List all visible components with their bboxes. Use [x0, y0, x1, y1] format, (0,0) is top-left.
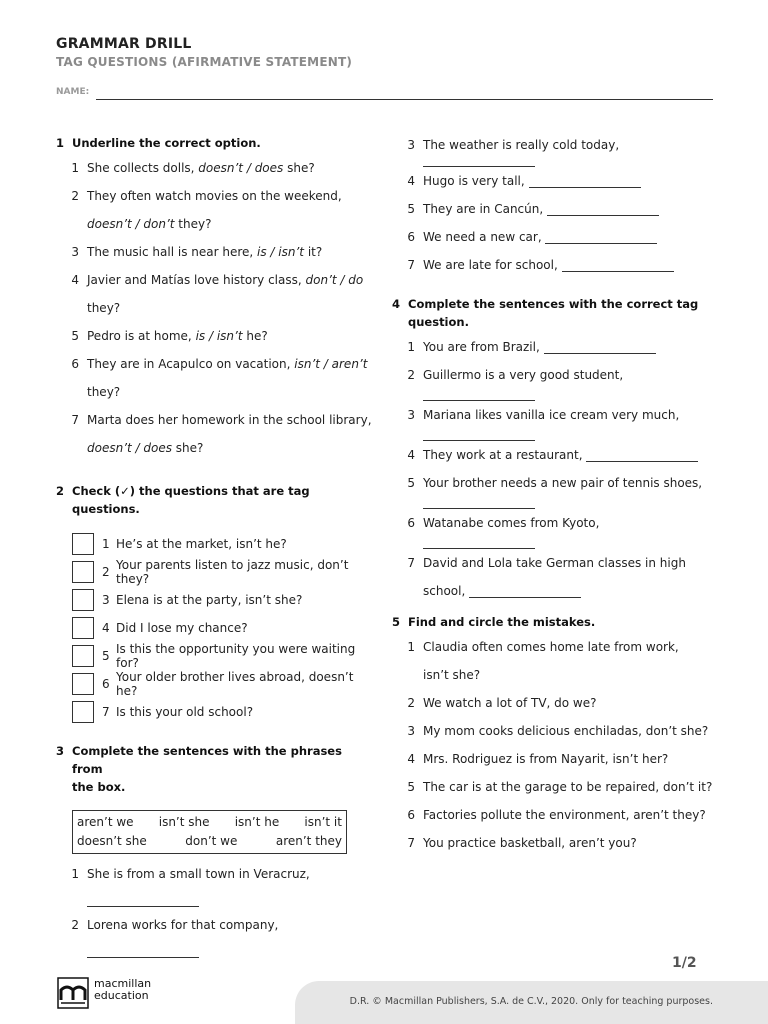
- section-5-item: 3 My mom cooks delicious enchiladas, don’t she?: [407, 724, 709, 738]
- section-4-item: 5 Your brother needs a new pair of tennis shoes,: [407, 476, 703, 490]
- phrase-row: doesn’t she don’t we aren’t they: [77, 834, 342, 848]
- check-item: 4 Did I lose my chance?: [56, 614, 376, 642]
- section-1-item: 1 She collects dolls, doesn’t / does she?: [71, 161, 315, 175]
- section-5-item: 1 Claudia often comes home late from work,: [407, 640, 679, 654]
- check-item: 7 Is this your old school?: [56, 698, 376, 726]
- section-3-items-left: [56, 860, 376, 958]
- checkbox[interactable]: [72, 561, 94, 583]
- section-4-item: 3 Mariana likes vanilla ice cream very much,: [407, 408, 680, 422]
- section-4-item: 7 David and Lola take German classes in high: [407, 556, 686, 570]
- section-3-item: 6 We need a new car,: [392, 223, 722, 251]
- section-3-item: 5 They are in Cancún,: [392, 195, 722, 223]
- checkbox[interactable]: [72, 673, 94, 695]
- section-3-item: 3 The weather is really cold today,: [407, 138, 620, 152]
- section-3-items-right: [392, 131, 722, 279]
- answer-blank[interactable]: [423, 497, 535, 509]
- section-1-item: 3 The music hall is near here, is / isn’t it?: [71, 245, 323, 259]
- section-1-item: 2 They often watch movies on the weekend,: [71, 189, 342, 203]
- answer-blank[interactable]: [423, 389, 535, 401]
- option-choice[interactable]: doesn’t / don’t: [87, 217, 175, 231]
- checkbox[interactable]: [72, 533, 94, 555]
- copyright-text: D.R. © Macmillan Publishers, S.A. de C.V., 2020. Only for teaching purposes.: [349, 996, 713, 1007]
- section-3-item: 4 Hugo is very tall,: [392, 167, 722, 195]
- check-item: 2 Your parents listen to jazz music, don’t they?: [56, 558, 376, 586]
- section-4-item: 6 Watanabe comes from Kyoto,: [407, 516, 600, 530]
- section-4-item: 1 You are from Brazil,: [392, 333, 722, 361]
- option-choice[interactable]: isn’t / aren’t: [294, 357, 368, 371]
- section-4-item: 4 They work at a restaurant,: [392, 441, 722, 469]
- name-input-line[interactable]: [96, 99, 713, 100]
- answer-blank[interactable]: [547, 202, 659, 216]
- worksheet-subtitle: TAG QUESTIONS (AFIRMATIVE STATEMENT): [56, 55, 353, 69]
- check-item: 5 Is this the opportunity you were waiting for?: [56, 642, 376, 670]
- section-1-item: 6 They are in Acapulco on vacation, isn’t / aren’t: [71, 357, 368, 371]
- section-3-item-blank: [56, 939, 376, 958]
- checkbox[interactable]: [72, 617, 94, 639]
- section-4-item-cont: school,: [392, 577, 722, 605]
- section-1-item: 7 Marta does her homework in the school library,: [71, 413, 372, 427]
- section-5-item: 6 Factories pollute the environment, aren’t they?: [407, 808, 706, 822]
- section-4-item-blank: [392, 497, 722, 509]
- answer-blank[interactable]: [544, 340, 656, 354]
- section-4-item-blank: [392, 537, 722, 549]
- answer-blank[interactable]: [423, 537, 535, 549]
- worksheet-title: GRAMMAR DRILL: [56, 36, 192, 52]
- section-1-item: they?: [87, 301, 121, 315]
- check-item: 1 He’s at the market, isn’t he?: [56, 530, 376, 558]
- check-item: 6 Your older brother lives abroad, doesn’t he?: [56, 670, 376, 698]
- answer-blank[interactable]: [423, 429, 535, 441]
- section-1-item: doesn’t / don’t they?: [87, 217, 212, 231]
- section-5-item: 2 We watch a lot of TV, do we?: [407, 696, 597, 710]
- section-1-item: 4 Javier and Matías love history class, don’t / do: [71, 273, 364, 287]
- option-choice[interactable]: is / isn’t: [257, 245, 304, 259]
- option-choice[interactable]: doesn’t / does: [87, 441, 172, 455]
- section-3-item: 1 She is from a small town in Veracruz,: [71, 867, 310, 881]
- section-4-item-blank: [392, 389, 722, 401]
- checkbox[interactable]: [72, 645, 94, 667]
- logo-text: macmillan education: [94, 977, 152, 1002]
- answer-blank[interactable]: [87, 888, 199, 907]
- option-choice[interactable]: don’t / do: [305, 273, 364, 287]
- macmillan-logo: [56, 974, 158, 1012]
- left-column: [56, 134, 376, 958]
- answer-blank[interactable]: [545, 230, 657, 244]
- answer-blank[interactable]: [469, 584, 581, 598]
- worksheet-header: [56, 36, 712, 69]
- section-3-item: 7 We are late for school,: [392, 251, 722, 279]
- right-column: [392, 134, 722, 857]
- option-choice[interactable]: is / isn’t: [195, 329, 243, 343]
- phrase-row: aren’t we isn’t she isn’t he isn’t it: [77, 815, 342, 829]
- checkbox[interactable]: [72, 701, 94, 723]
- section-5-item: 5 The car is at the garage to be repaired, don’t it?: [407, 780, 713, 794]
- checkbox[interactable]: [72, 589, 94, 611]
- section-1-items: [56, 154, 376, 462]
- section-5-items: [392, 633, 722, 857]
- section-5-title: 5 Find and circle the mistakes.: [392, 615, 596, 629]
- phrase-box: [72, 810, 347, 854]
- section-3-item-blank: [56, 888, 376, 907]
- page-number: 1/2: [672, 955, 697, 971]
- macmillan-m-logo-icon: [56, 976, 90, 1010]
- section-1-title: 1 Underline the correct option.: [56, 136, 261, 150]
- answer-blank[interactable]: [586, 448, 698, 462]
- answer-blank[interactable]: [87, 939, 199, 958]
- section-1-item: doesn’t / does she?: [87, 441, 204, 455]
- section-1-item: 5 Pedro is at home, is / isn’t he?: [71, 329, 268, 343]
- section-4-items: [392, 333, 722, 605]
- section-1-item: they?: [87, 385, 121, 399]
- section-4-title: 4 Complete the sentences with the correct tag question.: [392, 297, 699, 329]
- section-4-item-blank: [392, 429, 722, 441]
- section-5-item: 4 Mrs. Rodriguez is from Nayarit, isn’t her?: [407, 752, 669, 766]
- answer-blank[interactable]: [529, 174, 641, 188]
- check-item: 3 Elena is at the party, isn’t she?: [56, 586, 376, 614]
- answer-blank[interactable]: [562, 258, 674, 272]
- section-2-items: [56, 530, 376, 726]
- name-label: NAME:: [56, 87, 90, 97]
- section-2-title: 2 Check (✓) the questions that are tag questions.: [56, 484, 310, 516]
- section-5-item-cont: isn’t she?: [423, 668, 481, 682]
- section-3-title: 3 Complete the sentences with the phrases from the box.: [56, 744, 342, 794]
- answer-blank[interactable]: [423, 159, 535, 167]
- section-5-item: 7 You practice basketball, aren’t you?: [407, 836, 637, 850]
- section-3-item: 2 Lorena works for that company,: [71, 918, 279, 932]
- section-4-item: 2 Guillermo is a very good student,: [407, 368, 624, 382]
- option-choice[interactable]: doesn’t / does: [198, 161, 284, 175]
- name-row: [56, 87, 713, 101]
- section-3-item-blank: [392, 159, 722, 167]
